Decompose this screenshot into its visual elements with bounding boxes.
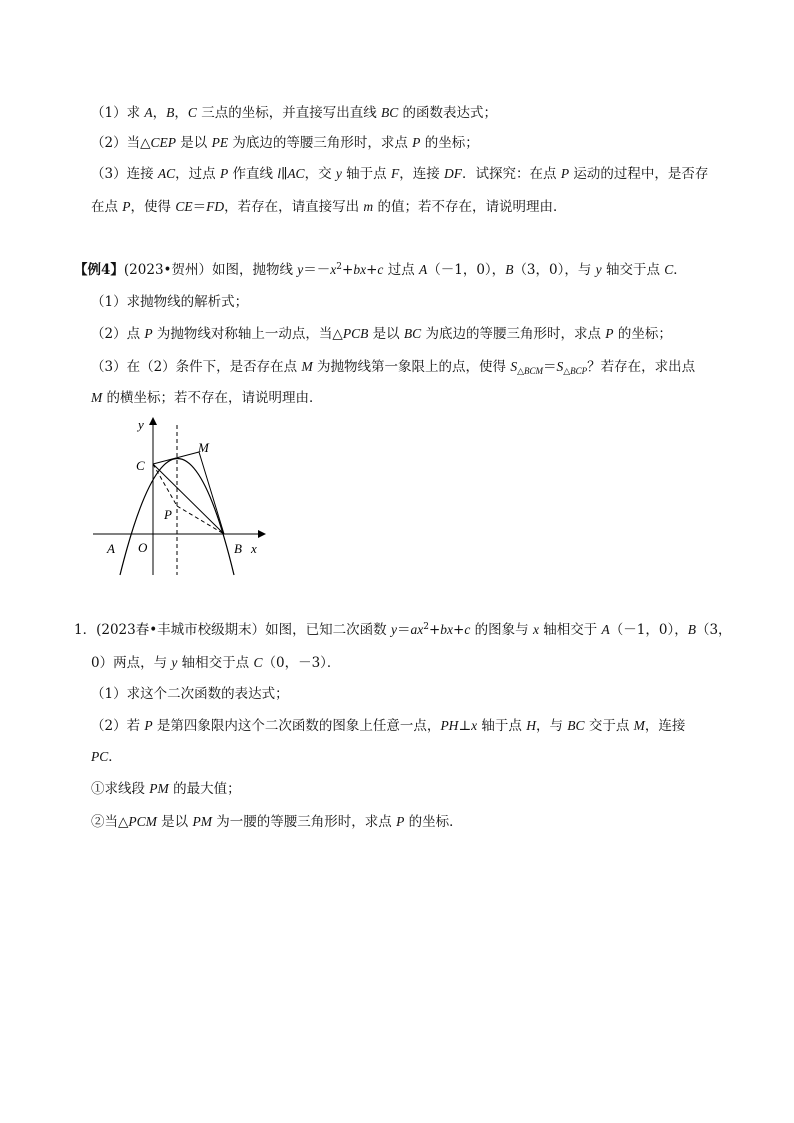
example-tag: 【例4】 bbox=[74, 262, 124, 278]
exercise1-subquestion2: ②当△PCM 是以 PM 为一腰的等腰三角形时，求点 P 的坐标． bbox=[91, 814, 463, 830]
label-M: M bbox=[198, 440, 209, 455]
label-C: C bbox=[136, 458, 145, 473]
example4-question3: （3）在（2）条件下，是否存在点 M 为抛物线第一象限上的点，使得 $S_{\triangle BCM}=S_{\triangle BCP}$？若存在，求出点 bbox=[91, 359, 696, 376]
prev-question-part3-cont: 在点 P，使得 CE＝FD，若存在，请直接写出 m 的值；若不存在，请说明理由． bbox=[91, 199, 567, 215]
exercise1-question2-cont: PC． bbox=[91, 749, 122, 765]
label-P: P bbox=[164, 507, 172, 522]
example4-question2: （2）点 P 为抛物线对称轴上一动点，当△PCB 是以 BC 为底边的等腰三角形时，求点 P 的坐标； bbox=[91, 326, 672, 342]
label-O: O bbox=[138, 540, 148, 555]
exercise1-header-cont: 0）两点，与 y 轴相交于点 C（0，－3）． bbox=[91, 655, 341, 671]
label-x: x bbox=[251, 541, 257, 556]
label-B: B bbox=[234, 541, 242, 556]
exercise1-subquestion1: ①求线段 PM 的最大值； bbox=[91, 781, 241, 797]
parabola-figure bbox=[88, 415, 268, 580]
exercise1-question1: （1）求这个二次函数的表达式； bbox=[91, 686, 289, 702]
exercise1-header: 1．(2023春•丰城市校级期末）如图，已知二次函数 $y=ax^2+bx+c$ 的图象与 x 轴相交于 A（－1，0），B（3， bbox=[74, 622, 732, 638]
label-A: A bbox=[107, 541, 115, 556]
example4-question1: （1）求抛物线的解析式； bbox=[91, 294, 249, 310]
label-y: y bbox=[138, 417, 144, 432]
segment-CP bbox=[153, 464, 177, 506]
prev-question-part1: （1）求 A，B，C 三点的坐标，并直接写出直线 BC 的函数表达式； bbox=[91, 105, 498, 121]
example4-header: 【例4】(2023•贺州）如图，抛物线 $y=-x^2+bx+c$ 过点 A（－1，0），B（3，0），与 y 轴交于点 C． bbox=[74, 262, 687, 278]
prev-question-part3: （3）连接 AC，过点 P 作直线 l∥AC，交 y 轴于点 F，连接 DF．试探究：在点 P 运动的过程中，是否存 bbox=[91, 166, 709, 182]
exercise1-question2: （2）若 P 是第四象限内这个二次函数的图象上任意一点，PH⊥x 轴于点 H，与 BC 交于点 M，连接 bbox=[91, 718, 686, 734]
y-axis-arrow bbox=[149, 417, 157, 425]
prev-question-part2: （2）当△CEP 是以 PE 为底边的等腰三角形时，求点 P 的坐标； bbox=[91, 135, 479, 151]
segment-CM bbox=[153, 452, 199, 464]
example4-question3-cont: M 的横坐标；若不存在，请说明理由． bbox=[91, 390, 323, 406]
x-axis-arrow bbox=[258, 530, 266, 538]
